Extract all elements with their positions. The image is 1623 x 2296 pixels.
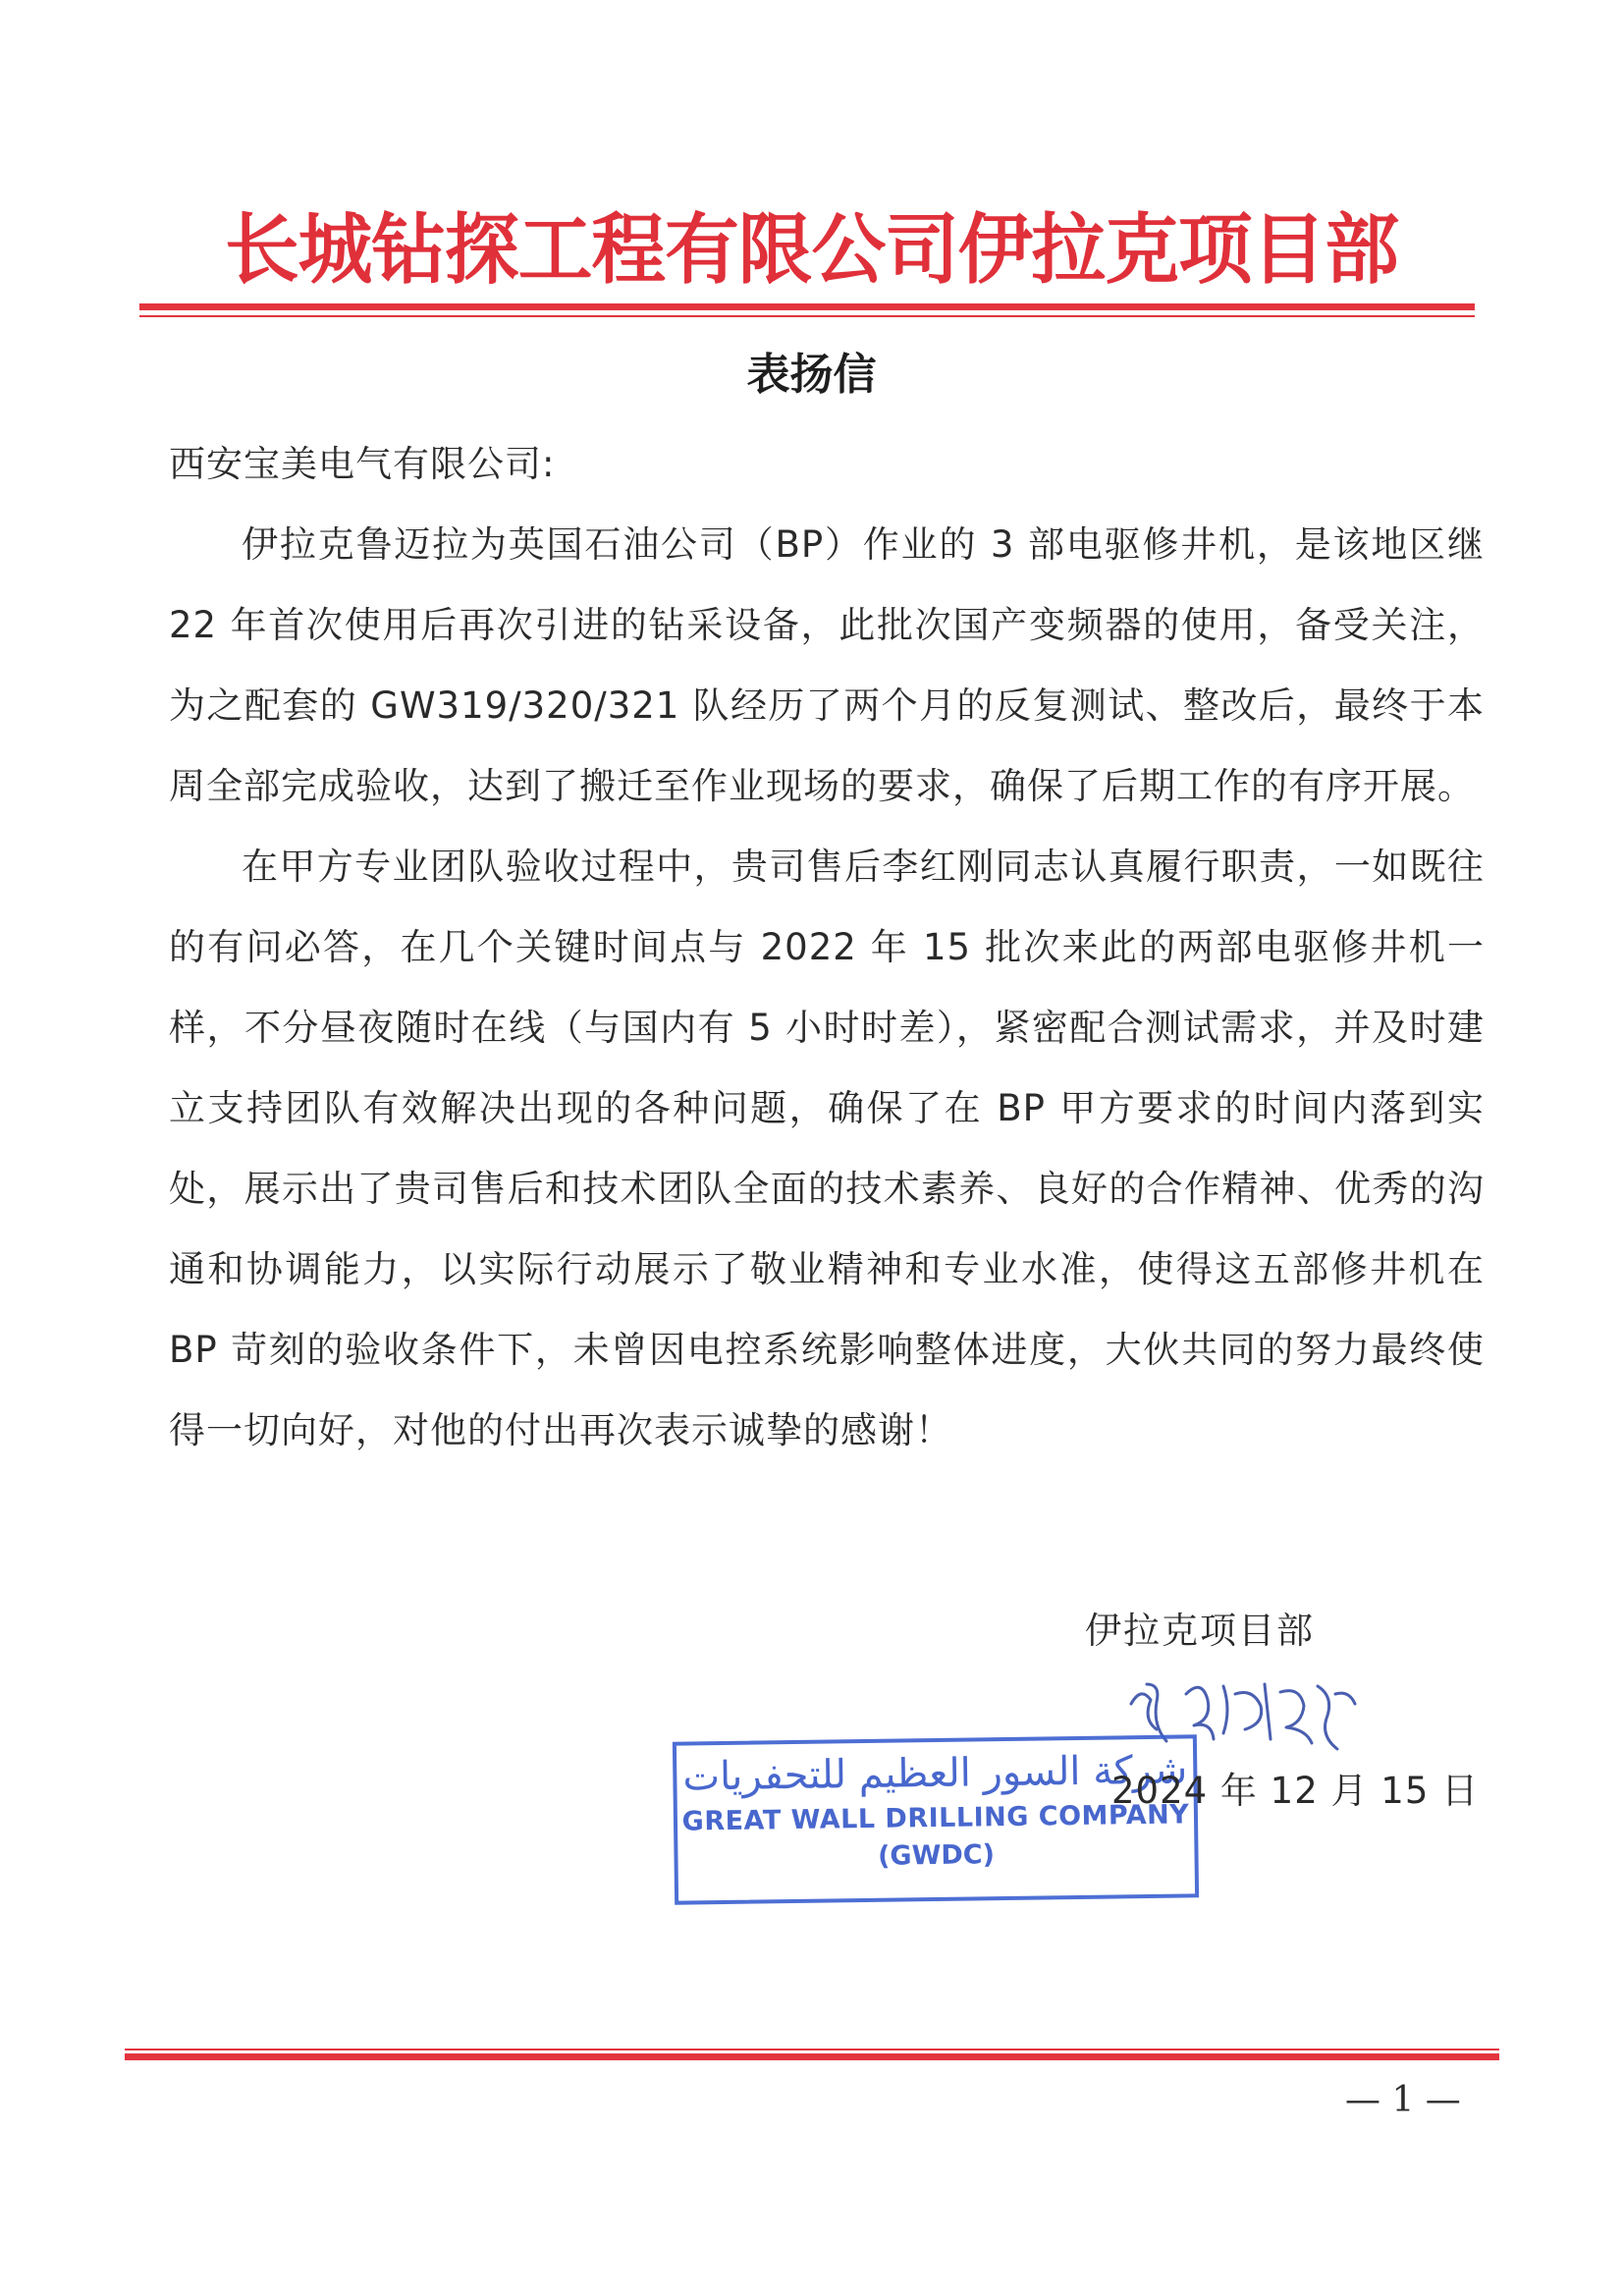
letterhead-rule-thin	[139, 315, 1475, 317]
sign-off-department: 伊拉克项目部	[1085, 1610, 1315, 1652]
stamp-company-name: GREAT WALL DRILLING COMPANY	[681, 1799, 1190, 1837]
letter-date: 2024 年 12 月 15 日	[1111, 1770, 1480, 1812]
stamp-arabic-text: شركة السور العظيم للتحفريات	[682, 1747, 1188, 1800]
stamp-abbreviation: (GWDC)	[877, 1839, 996, 1872]
letterhead-rule-thick	[139, 303, 1475, 310]
page-number: — 1 —	[1345, 2080, 1461, 2120]
letterhead-title: 长城钻探工程有限公司伊拉克项目部	[224, 205, 1399, 295]
letter-body	[169, 424, 1485, 1471]
paragraph-2: 在甲方专业团队验收过程中，贵司售后李红刚同志认真履行职责，一如既往的有问必答，在几个关键时间点与 2022 年 15 批次来此的两部电驱修井机一样，不分昼夜随时在线（与国内有 5 小时时差），紧密配合测试需求，并及时建立支持团队有效解决出现的各种问题，确保了在 BP 甲方要求的时间内落到实处，展示出了贵司售后和技术团队全面的技术素养、良好的合作精神、优秀的沟通和协调能力，以实际行动展示了敬业精神和专业水准，使得这五部修井机在 BP 苛刻的验收条件下，未曾因电控系统影响整体进度，大伙共同的努力最终使得一切向好，对他的付出再次表示诚挚的感谢！	[169, 846, 1485, 1451]
footer-rule-thick	[125, 2053, 1499, 2060]
footer-rule-thin	[125, 2049, 1499, 2050]
salutation: 西安宝美电气有限公司:	[169, 443, 556, 485]
document-title: 表扬信	[746, 350, 877, 400]
paragraph-1: 伊拉克鲁迈拉为英国石油公司（BP）作业的 3 部电驱修井机，是该地区继 22 年首次使用后再次引进的钻采设备，此批次国产变频器的使用，备受关注，为之配套的 GW319/320/321 队经历了两个月的反复测试、整改后，最终于本周全部完成验收，达到了搬迁至作业现场的要求，确保了后期工作的有序开展。	[169, 523, 1485, 807]
